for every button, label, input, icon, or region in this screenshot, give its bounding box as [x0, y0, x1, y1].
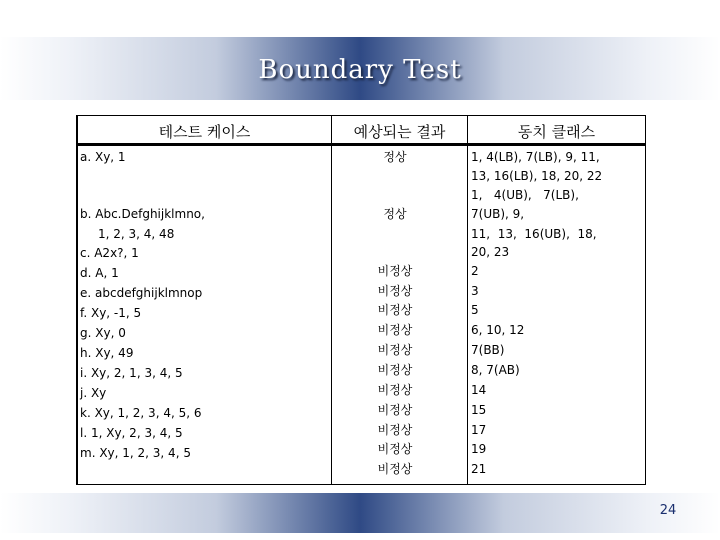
expected-i: 비정상 [377, 383, 413, 397]
class-c: 2 [471, 264, 479, 278]
class-a-2: 13, 16(LB), 18, 20, 22 [471, 169, 603, 183]
page-number: 24 [659, 503, 677, 518]
class-g: 7(BB) [471, 343, 505, 357]
expected-j: 비정상 [377, 403, 413, 417]
class-l: 19 [471, 442, 487, 456]
expected-m: 비정상 [377, 462, 413, 476]
test-case-k: k. Xy, 1, 2, 3, 4, 5, 6 [80, 406, 202, 420]
class-b-4: 20, 23 [471, 245, 510, 259]
expected-e: 비정상 [377, 303, 413, 317]
expected-k: 비정상 [377, 423, 413, 437]
header-divider [78, 143, 645, 146]
test-case-m: m. Xy, 1, 2, 3, 4, 5 [80, 446, 191, 460]
class-i: 14 [471, 383, 487, 397]
class-h: 8, 7(AB) [471, 363, 520, 377]
header-expected-result: 예상되는 결과 [353, 123, 446, 141]
slide-title: Boundary Test [258, 55, 462, 85]
test-case-f: f. Xy, -1, 5 [80, 306, 142, 320]
class-e: 5 [471, 303, 479, 317]
header-test-case: 테스트 케이스 [158, 123, 251, 141]
class-d: 3 [471, 284, 479, 298]
expected-g: 비정상 [377, 343, 413, 357]
expected-h: 비정상 [377, 363, 413, 377]
class-b-3: 11, 13, 16(UB), 18, [471, 227, 597, 241]
test-case-e: e. abcdefghijklmnop [80, 286, 203, 300]
column-divider-2 [467, 116, 468, 484]
class-a-1: 1, 4(LB), 7(LB), 9, 11, [471, 150, 600, 164]
expected-c: 비정상 [377, 264, 413, 278]
expected-b: 정상 [383, 207, 407, 221]
expected-f: 비정상 [377, 323, 413, 337]
test-case-g: g. Xy, 0 [80, 326, 126, 340]
class-f: 6, 10, 12 [471, 323, 525, 337]
test-case-h: h. Xy, 49 [80, 346, 134, 360]
class-m: 21 [471, 462, 487, 476]
class-j: 15 [471, 403, 487, 417]
expected-l: 비정상 [377, 442, 413, 456]
class-k: 17 [471, 423, 487, 437]
test-case-c: c. A2x?, 1 [80, 246, 139, 260]
expected-a: 정상 [383, 150, 407, 164]
test-case-b-cont: 1, 2, 3, 4, 48 [98, 227, 175, 241]
test-case-a: a. Xy, 1 [80, 150, 126, 164]
test-case-b: b. Abc.Defghijklmno, [80, 207, 205, 221]
expected-d: 비정상 [377, 284, 413, 298]
test-case-i: i. Xy, 2, 1, 3, 4, 5 [80, 366, 183, 380]
class-b-1: 1, 4(UB), 7(LB), [471, 188, 579, 202]
class-b-2: 7(UB), 9, [471, 207, 525, 221]
footer-band [0, 493, 720, 533]
test-case-j: j. Xy [80, 386, 107, 400]
test-case-d: d. A, 1 [80, 266, 119, 280]
test-case-l: l. 1, Xy, 2, 3, 4, 5 [80, 426, 183, 440]
header-equivalence-class: 동치 클래스 [517, 123, 596, 141]
